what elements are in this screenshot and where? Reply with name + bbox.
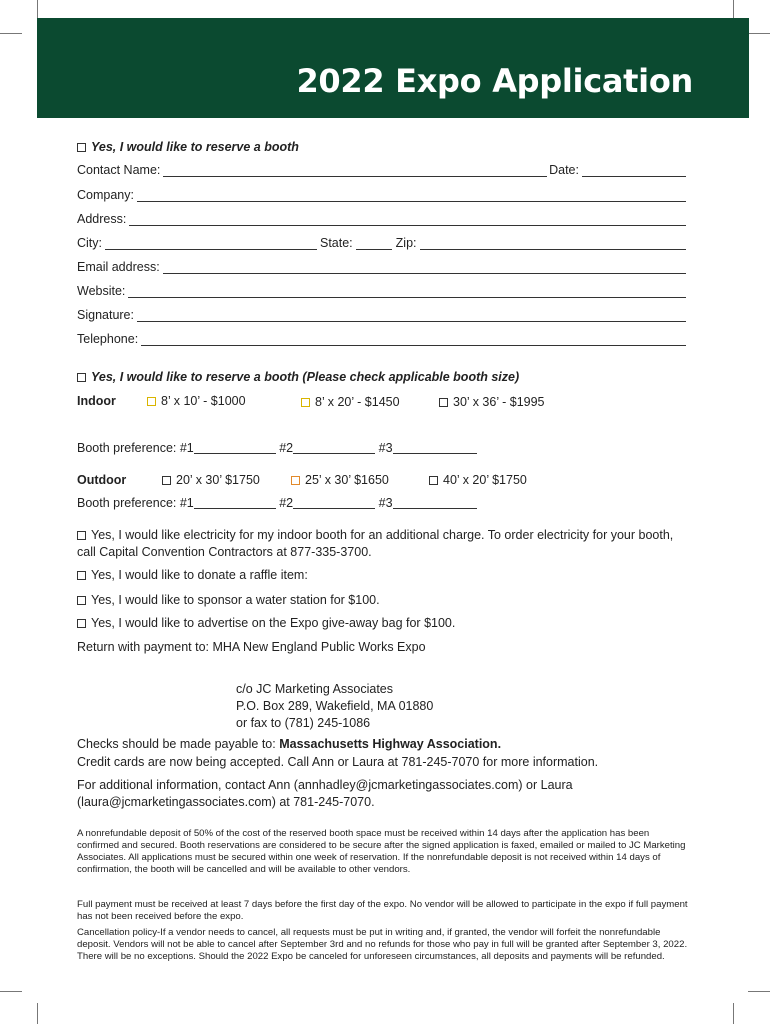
checks-prefix: Checks should be made payable to: [77,737,280,751]
address-line: c/o JC Marketing Associates [236,682,394,696]
crop-mark [37,1003,38,1024]
contact-label: Contact Name: [77,163,161,177]
date-label: Date: [549,163,579,177]
email-label: Email address: [77,260,160,274]
option-label: 8’ x 20’ - $1450 [315,395,400,409]
signature-input-line[interactable] [137,309,686,322]
outdoor-option-1[interactable] [162,473,260,487]
address-label: Address: [77,212,127,226]
address-line: P.O. Box 289, Wakefield, MA 01880 [236,699,434,713]
indoor-label: Indoor [77,394,116,408]
crop-mark [733,0,734,20]
advertise-option[interactable] [77,616,455,630]
website-label: Website: [77,284,126,298]
checkbox[interactable] [291,476,300,485]
reserve-booth-option[interactable] [77,140,299,154]
checks-payable [77,737,501,751]
indoor-option-3[interactable] [439,395,545,409]
option-label: 40’ x 20’ $1750 [443,473,527,487]
address-line: or fax to (781) 245-1086 [236,716,371,730]
pref-label-2: #2 [279,441,294,455]
payment-policy: Full payment must be received at least 7 days before the first day of the expo. No vendor will be allowed to participate in the expo if full payment has not been received before the expo. [77,899,688,922]
telephone-input-line[interactable] [141,333,686,346]
pref-input-line[interactable] [194,441,276,454]
company-input-line[interactable] [137,189,686,202]
email-field[interactable] [77,260,686,274]
advertise-label: Yes, I would like to advertise on the Expo give-away bag for $100. [91,616,456,630]
checkbox[interactable] [77,596,86,605]
booth-size-heading: Yes, I would like to reserve a booth (Please check applicable booth size) [91,370,520,384]
reserve-booth-label: Yes, I would like to reserve a booth [91,140,299,154]
address-field[interactable] [77,212,686,226]
raffle-label: Yes, I would like to donate a raffle item: [91,568,308,582]
checkbox[interactable] [147,397,156,406]
pref-label-2: #2 [279,496,294,510]
indoor-option-1[interactable] [147,394,246,408]
email-input-line[interactable] [163,261,686,274]
website-field[interactable] [77,284,686,298]
checkbox[interactable] [77,571,86,580]
outdoor-option-2[interactable] [291,473,389,487]
crop-mark [0,33,22,34]
checks-payee: Massachusetts Highway Association. [279,737,502,751]
option-label: 25’ x 30’ $1650 [305,473,389,487]
water-station-label: Yes, I would like to sponsor a water station for $100. [91,593,380,607]
checkbox[interactable] [439,398,448,407]
signature-field[interactable] [77,308,686,322]
checkbox[interactable] [77,373,86,382]
credit-card-note: Credit cards are now being accepted. Call Ann or Laura at 781-245-7070 for more information. [77,755,599,769]
outdoor-option-3[interactable] [429,473,527,487]
checkbox[interactable] [77,619,86,628]
state-input-line[interactable] [356,237,392,250]
outdoor-label: Outdoor [77,473,127,487]
contact-info: For additional information, contact Ann (annhadley@jcmarketingassociates.com) or Laura (laura@jcmarketingassociates.com) at 781-245-7070. [77,778,573,809]
date-input-line[interactable] [582,164,686,177]
pref-input-line[interactable] [194,496,276,509]
electricity-label: Yes, I would like electricity for my indoor booth for an additional charge. To order electricity for your booth, call Capital Convention Contractors at 877-335-3700. [77,528,674,559]
telephone-field[interactable] [77,332,686,346]
contact-input-line[interactable] [163,164,547,177]
city-label: City: [77,236,102,250]
pref-input-line[interactable] [293,496,375,509]
company-label: Company: [77,188,134,202]
telephone-label: Telephone: [77,332,139,346]
outdoor-booth-preference[interactable] [77,496,477,510]
crop-mark [748,991,770,992]
cancellation-policy: Cancellation policy-If a vendor needs to cancel, all requests must be put in writing and, if granted, the vendor will forfeit the nonrefundable deposit. Vendors will not be able to cancel after September 3rd and no refunds for those who pay in full will be granted after September 3, 2022. There will be no exceptions. Should the 2022 Expo be canceled for unforeseen circumstances, all deposits and payments will be refunded. [77,927,688,962]
pref-input-line[interactable] [393,496,477,509]
checkbox[interactable] [77,143,86,152]
website-input-line[interactable] [128,285,686,298]
crop-mark [37,0,38,20]
crop-mark [733,1003,734,1024]
option-label: 30’ x 36’ - $1995 [453,395,545,409]
pref-label-1: Booth preference: #1 [77,496,194,510]
header-banner [37,18,749,118]
deposit-policy: A nonrefundable deposit of 50% of the cost of the reserved booth space must be received within 14 days after the application has been confirmed and secured. Booth reservations are considered to be secure after the signed application is faxed, emailed or mailed to JC Marketing Associates. All applications must be secured within one week of reservation. If the nonrefundable deposit is not received within 14 days of confirmation, the booth will be cancelled and will be available to other vendors. [77,828,686,875]
mailing-address [236,681,433,732]
water-station-option[interactable] [77,593,380,607]
return-line: Return with payment to: MHA New England Public Works Expo [77,640,426,654]
page-title: 2022 Expo Application [296,62,693,100]
option-label: 8’ x 10’ - $1000 [161,394,246,408]
pref-input-line[interactable] [393,441,477,454]
indoor-booth-preference[interactable] [77,441,477,455]
option-label: 20’ x 30’ $1750 [176,473,260,487]
electricity-option[interactable] [77,527,692,561]
indoor-option-2[interactable] [301,395,400,409]
checkbox[interactable] [162,476,171,485]
city-state-zip-field[interactable] [77,236,686,250]
crop-mark [0,991,22,992]
crop-mark [748,33,770,34]
zip-label: Zip: [395,236,417,250]
checkbox[interactable] [429,476,438,485]
contact-name-field[interactable] [77,163,686,177]
company-field[interactable] [77,188,686,202]
address-input-line[interactable] [129,213,686,226]
checkbox[interactable] [301,398,310,407]
pref-input-line[interactable] [293,441,375,454]
checkbox[interactable] [77,531,86,540]
zip-input-line[interactable] [420,237,686,250]
pref-label-1: Booth preference: #1 [77,441,194,455]
booth-size-option[interactable] [77,370,519,384]
pref-label-3: #3 [378,496,393,510]
signature-label: Signature: [77,308,134,322]
raffle-option[interactable] [77,568,308,582]
city-input-line[interactable] [105,237,317,250]
state-label: State: [320,236,353,250]
pref-label-3: #3 [378,441,393,455]
